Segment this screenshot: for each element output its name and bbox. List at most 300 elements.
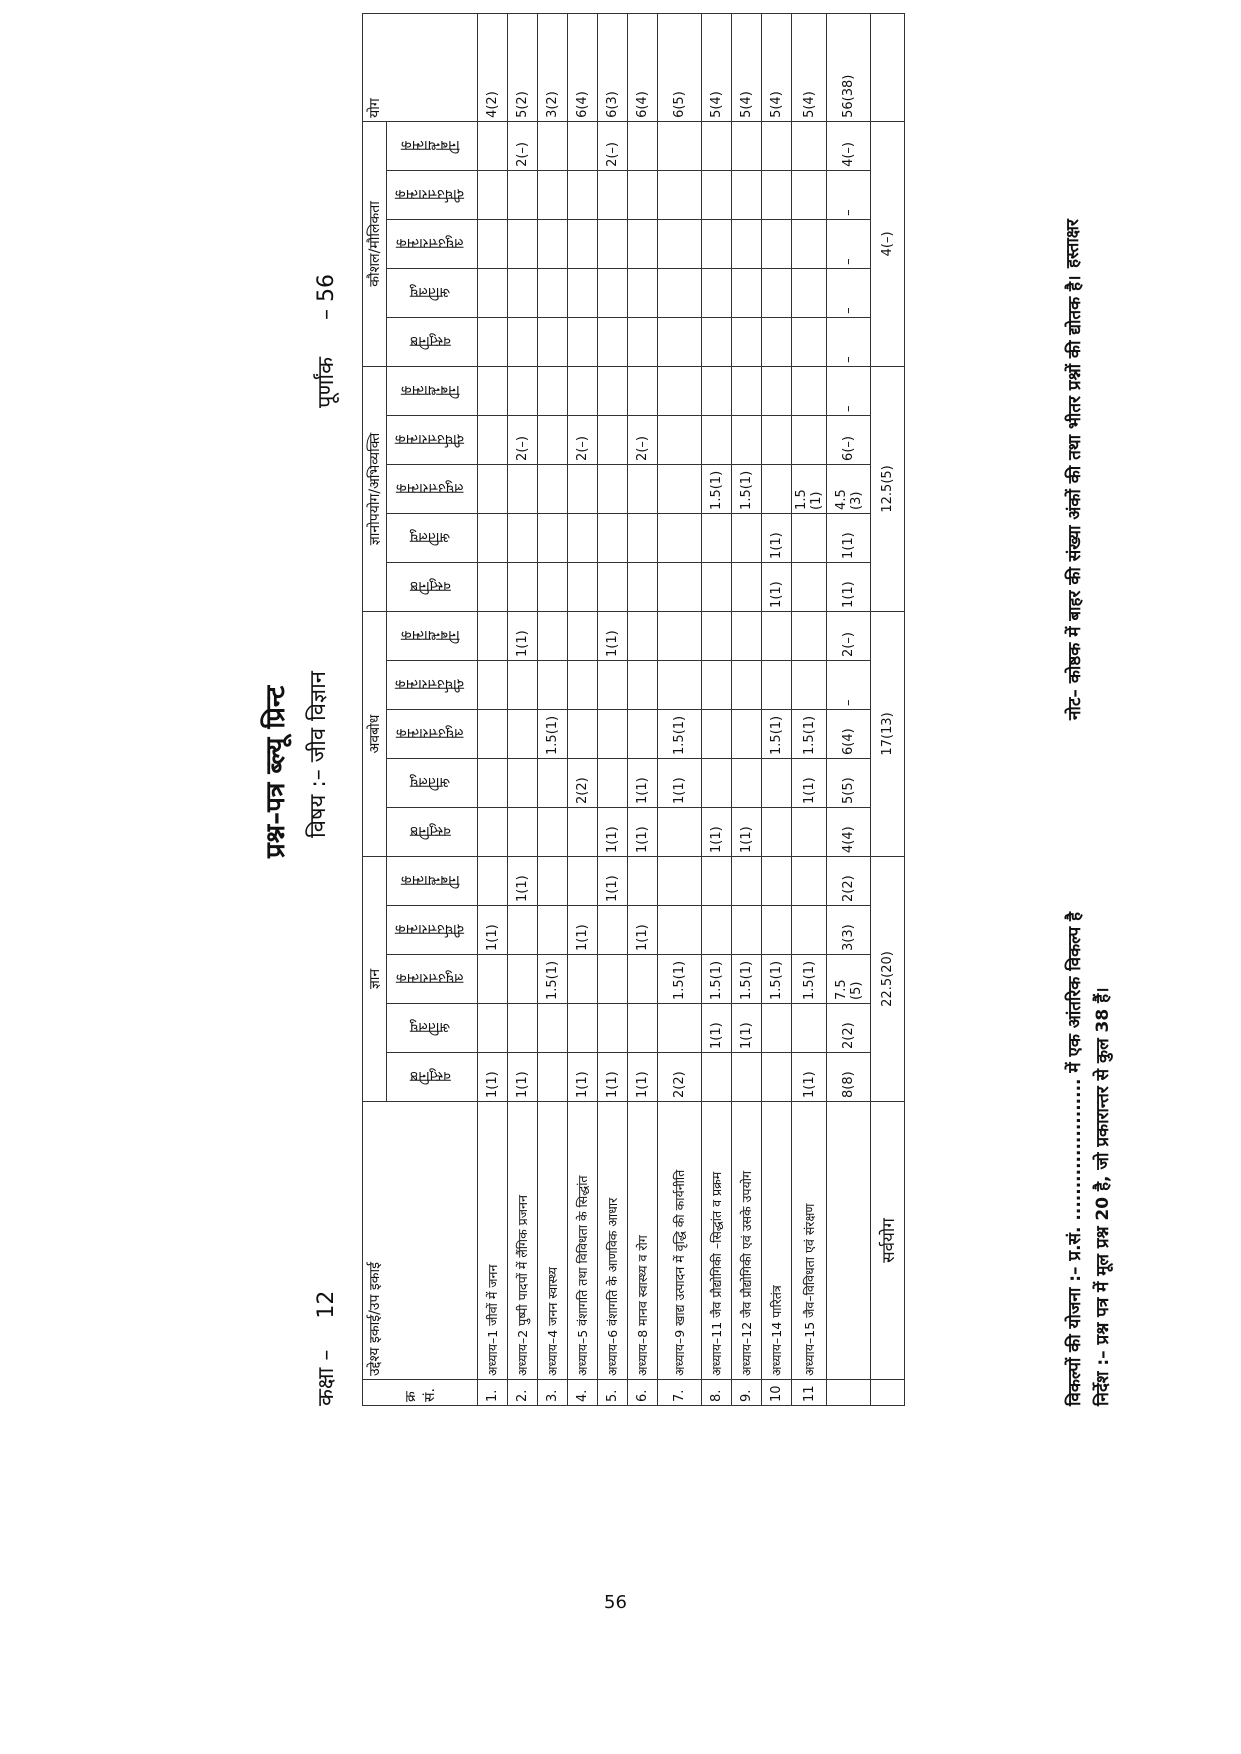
row-unit: अध्याय–4 जनन स्वास्थ्य <box>538 1102 568 1380</box>
qtype-header <box>387 219 478 268</box>
qtype-header <box>387 170 478 219</box>
qtype-header <box>387 562 478 611</box>
table-cell <box>508 513 538 562</box>
class-label: कक्षा – <box>314 1349 339 1406</box>
table-cell: 1(1) <box>598 1053 628 1102</box>
table-cell <box>568 562 598 611</box>
row-total: 4(2) <box>478 13 508 121</box>
qtype-label: अतिलघु <box>409 1019 451 1036</box>
table-cell: 8(8) <box>827 1053 871 1102</box>
table-cell <box>508 955 538 1004</box>
table-cell: 2(–) <box>598 121 628 170</box>
options-plan: विकल्पों की योजना :– प्र.सं. ...................... में एक आंतरिक विकल्प है <box>1065 911 1085 1406</box>
table-cell <box>508 906 538 955</box>
table-cell <box>478 317 508 366</box>
table-cell <box>732 268 762 317</box>
table-cell <box>508 660 538 709</box>
table-cell <box>628 660 658 709</box>
table-cell <box>538 611 568 660</box>
rotated-blueprint-sheet <box>240 0 1120 1428</box>
table-cell <box>628 317 658 366</box>
table-cell <box>658 562 702 611</box>
table-cell: – <box>827 660 871 709</box>
table-cell <box>508 562 538 611</box>
table-cell <box>568 856 598 905</box>
table-cell: 1(1) <box>508 1053 538 1102</box>
table-cell <box>732 366 762 415</box>
table-cell <box>538 366 568 415</box>
table-cell <box>628 219 658 268</box>
row-total: 56(38) <box>827 13 871 121</box>
table-cell: 1.5(1) <box>702 464 732 513</box>
table-cell: 2(–) <box>568 415 598 464</box>
table-cell <box>568 955 598 1004</box>
grand-total-value: 22.5(20) <box>871 856 905 1101</box>
table-cell <box>732 709 762 758</box>
table-cell <box>702 170 732 219</box>
table-cell <box>508 170 538 219</box>
grand-total-label: सर्वयोग <box>871 1102 905 1380</box>
table-cell <box>508 219 538 268</box>
table-cell: 1.5(1) <box>538 955 568 1004</box>
qtype-label: लघुउत्तरात्मक <box>396 970 464 987</box>
row-total: 5(2) <box>508 13 538 121</box>
qtype-label: अतिलघु <box>409 529 451 546</box>
table-row <box>538 13 568 1405</box>
table-cell <box>658 268 702 317</box>
table-cell <box>568 121 598 170</box>
table-cell <box>538 268 568 317</box>
table-row <box>732 13 762 1405</box>
table-cell <box>732 660 762 709</box>
row-sno: 3. <box>538 1380 568 1406</box>
table-cell <box>732 1053 762 1102</box>
table-cell: 1.5 (1) <box>792 464 827 513</box>
qtype-header <box>387 611 478 660</box>
table-cell <box>568 611 598 660</box>
row-unit: अध्याय–1 जीवों में जनन <box>478 1102 508 1380</box>
table-cell <box>508 1004 538 1053</box>
row-sno: 7. <box>658 1380 702 1406</box>
table-cell <box>792 611 827 660</box>
table-cell: 1(1) <box>598 856 628 905</box>
table-cell <box>478 121 508 170</box>
table-cell <box>628 121 658 170</box>
table-cell <box>538 562 568 611</box>
table-cell <box>792 562 827 611</box>
page-number: 56 <box>604 1592 627 1613</box>
table-cell <box>702 1053 732 1102</box>
table-cell: 2(–) <box>628 415 658 464</box>
table-cell <box>538 121 568 170</box>
table-row <box>658 13 702 1405</box>
row-total: 6(4) <box>628 13 658 121</box>
qtype-label: निबन्धात्मक <box>400 137 460 154</box>
table-cell: 1.5(1) <box>792 955 827 1004</box>
table-cell: 1(1) <box>732 807 762 856</box>
table-cell <box>702 709 732 758</box>
table-cell: 6(–) <box>827 415 871 464</box>
row-unit: अध्याय–11 जैव प्रौद्योगिकी –सिद्धांत व प्रक्रम <box>702 1102 732 1380</box>
table-cell <box>658 121 702 170</box>
row-unit: अध्याय–5 वंशागति तथा विविधता के सिद्धांत <box>568 1102 598 1380</box>
table-cell <box>598 170 628 219</box>
table-cell <box>658 366 702 415</box>
table-cell: 4(–) <box>827 121 871 170</box>
table-cell: 1.5(1) <box>702 955 732 1004</box>
qtype-header <box>387 856 478 905</box>
table-cell <box>792 513 827 562</box>
row-total: 5(4) <box>762 13 792 121</box>
table-cell: 1(1) <box>702 1004 732 1053</box>
qtype-header <box>387 709 478 758</box>
row-unit: अध्याय–12 जैव प्रौद्योगिकी एवं उसके उपयोग <box>732 1102 762 1380</box>
table-cell <box>538 906 568 955</box>
table-cell: 1(1) <box>628 906 658 955</box>
table-cell <box>568 317 598 366</box>
table-cell <box>478 709 508 758</box>
table-cell: 1(1) <box>827 513 871 562</box>
table-cell: 1.5(1) <box>538 709 568 758</box>
table-row <box>508 13 538 1405</box>
table-cell <box>478 611 508 660</box>
table-cell <box>598 758 628 807</box>
table-cell <box>598 1004 628 1053</box>
qtype-label: वस्तुनिष्ठ <box>409 1068 451 1085</box>
table-cell <box>792 366 827 415</box>
table-cell <box>478 268 508 317</box>
group-header-row <box>363 13 387 1405</box>
table-cell <box>732 121 762 170</box>
table-row <box>792 13 827 1405</box>
qtype-label: लघुउत्तरात्मक <box>396 235 464 252</box>
row-total: 6(4) <box>568 13 598 121</box>
table-cell: 1.5(1) <box>792 709 827 758</box>
table-cell <box>732 906 762 955</box>
table-cell <box>508 317 538 366</box>
qtype-header <box>387 121 478 170</box>
qtype-label: वस्तुनिष्ठ <box>409 823 451 840</box>
table-cell <box>702 219 732 268</box>
table-cell: 1.5(1) <box>658 709 702 758</box>
table-cell <box>538 415 568 464</box>
table-cell: 1(1) <box>478 1053 508 1102</box>
marks-value: – 56 <box>314 274 339 320</box>
table-cell: 1(1) <box>827 562 871 611</box>
table-cell <box>658 415 702 464</box>
qtype-label: दीर्घउत्तरात्मक <box>395 676 465 693</box>
table-cell <box>792 121 827 170</box>
row-total: 6(5) <box>658 13 702 121</box>
table-cell <box>628 562 658 611</box>
table-cell: 6(4) <box>827 709 871 758</box>
qtype-label: अतिलघु <box>409 284 451 301</box>
table-cell <box>568 709 598 758</box>
qtype-label: निबन्धात्मक <box>400 382 460 399</box>
table-cell <box>508 709 538 758</box>
table-cell <box>538 317 568 366</box>
table-cell <box>598 660 628 709</box>
table-cell: 1(1) <box>628 1053 658 1102</box>
table-cell <box>702 317 732 366</box>
table-cell <box>792 268 827 317</box>
table-cell <box>568 464 598 513</box>
total-marks <box>310 274 340 408</box>
qtype-label: निबन्धात्मक <box>400 627 460 644</box>
unit-header: उद्देश्य इकाई/उप इकाई <box>363 1102 478 1380</box>
table-cell: 1.5(1) <box>658 955 702 1004</box>
qtype-header <box>387 464 478 513</box>
table-cell: – <box>827 219 871 268</box>
table-cell <box>702 758 732 807</box>
table-cell <box>762 219 792 268</box>
table-cell <box>732 513 762 562</box>
table-cell <box>792 170 827 219</box>
table-cell <box>702 121 732 170</box>
qtype-label: दीर्घउत्तरात्मक <box>395 186 465 203</box>
table-cell <box>762 268 792 317</box>
table-cell: 1(1) <box>762 513 792 562</box>
table-cell <box>478 366 508 415</box>
table-cell <box>658 807 702 856</box>
table-cell: 1(1) <box>598 611 628 660</box>
table-cell <box>762 317 792 366</box>
page-title: प्रश्न–पत्र ब्ल्यू प्रिन्ट <box>261 685 291 858</box>
table-cell <box>478 1004 508 1053</box>
table-cell: 5(5) <box>827 758 871 807</box>
sno-header: क्र सं. <box>363 1380 478 1406</box>
table-cell <box>598 317 628 366</box>
table-note: नोट– कोष्ठक में बाहर की संख्या अंकों की तथा भीतर प्रश्नों की द्योतक है। <box>1065 275 1085 720</box>
table-cell <box>732 562 762 611</box>
table-cell <box>792 856 827 905</box>
table-cell <box>478 758 508 807</box>
table-cell: 1.5(1) <box>732 955 762 1004</box>
table-cell: 4.5 (3) <box>827 464 871 513</box>
table-cell <box>762 1053 792 1102</box>
total-header: योग <box>363 13 478 121</box>
row-unit: अध्याय–6 वंशागति के आणविक आधार <box>598 1102 628 1380</box>
row-total: 5(4) <box>792 13 827 121</box>
table-cell <box>538 807 568 856</box>
table-cell <box>538 1004 568 1053</box>
table-cell <box>732 611 762 660</box>
table-cell <box>568 268 598 317</box>
table-cell <box>478 660 508 709</box>
grand-total-value: 12.5(5) <box>871 366 905 611</box>
row-unit <box>827 1102 871 1380</box>
table-cell <box>538 170 568 219</box>
table-cell <box>628 1004 658 1053</box>
table-cell: 1(1) <box>628 807 658 856</box>
table-cell <box>538 219 568 268</box>
table-cell <box>568 366 598 415</box>
table-cell: 2(–) <box>508 415 538 464</box>
table-cell <box>598 709 628 758</box>
table-cell <box>702 660 732 709</box>
table-cell <box>732 317 762 366</box>
table-cell: – <box>827 170 871 219</box>
row-unit: अध्याय–14 पारितंत्र <box>762 1102 792 1380</box>
table-cell: – <box>827 366 871 415</box>
table-cell <box>568 807 598 856</box>
table-cell <box>628 513 658 562</box>
table-cell <box>478 955 508 1004</box>
qtype-label: लघुउत्तरात्मक <box>396 725 464 742</box>
row-sno: 4. <box>568 1380 598 1406</box>
table-cell: 2(2) <box>827 856 871 905</box>
row-sno: 6. <box>628 1380 658 1406</box>
table-cell: 1(1) <box>792 1053 827 1102</box>
qtype-label: दीर्घउत्तरात्मक <box>395 431 465 448</box>
table-cell: – <box>827 268 871 317</box>
table-cell <box>508 366 538 415</box>
subject: विषय :– जीव विज्ञान <box>306 671 331 838</box>
qtype-header <box>387 366 478 415</box>
table-cell <box>628 366 658 415</box>
table-cell <box>658 660 702 709</box>
table-cell <box>628 856 658 905</box>
row-unit: अध्याय–2 पुष्पी पादपों में लैंगिक प्रजनन <box>508 1102 538 1380</box>
row-sno: 8. <box>702 1380 732 1406</box>
qtype-header <box>387 1053 478 1102</box>
group-gyanopyog: ज्ञानोपयोग/अभिव्यक्ति <box>363 366 387 611</box>
table-cell <box>702 611 732 660</box>
grand-total-row <box>871 13 905 1405</box>
table-row <box>628 13 658 1405</box>
table-cell <box>478 807 508 856</box>
table-row <box>598 13 628 1405</box>
table-cell: 7.5 (5) <box>827 955 871 1004</box>
table-cell: 2(2) <box>827 1004 871 1053</box>
table-cell <box>762 121 792 170</box>
table-cell <box>792 219 827 268</box>
table-cell <box>702 906 732 955</box>
qtype-header <box>387 513 478 562</box>
table-cell <box>792 1004 827 1053</box>
row-sno: 10 <box>762 1380 792 1406</box>
table-cell: 1.5(1) <box>732 464 762 513</box>
table-cell <box>658 906 702 955</box>
table-cell <box>538 758 568 807</box>
class-label-group <box>310 1291 340 1406</box>
table-cell: 1.5(1) <box>762 709 792 758</box>
blueprint-table <box>362 13 905 1406</box>
table-cell <box>628 268 658 317</box>
table-cell <box>508 268 538 317</box>
table-cell <box>538 464 568 513</box>
table-cell: 1(1) <box>508 611 538 660</box>
qtype-label: वस्तुनिष्ठ <box>409 578 451 595</box>
table-cell <box>598 366 628 415</box>
table-cell: 2(–) <box>827 611 871 660</box>
qtype-label: वस्तुनिष्ठ <box>409 333 451 350</box>
table-cell <box>762 660 792 709</box>
table-cell: 1(1) <box>658 758 702 807</box>
table-cell: 2(2) <box>568 758 598 807</box>
table-cell <box>762 758 792 807</box>
grand-total-value: 4(–) <box>871 121 905 366</box>
table-row <box>827 13 871 1405</box>
table-cell <box>598 906 628 955</box>
qtype-header <box>387 660 478 709</box>
row-total: 5(4) <box>702 13 732 121</box>
table-cell <box>628 955 658 1004</box>
table-cell <box>478 219 508 268</box>
table-cell: 1(1) <box>628 758 658 807</box>
class-value: 12 <box>314 1290 339 1319</box>
table-cell: 1(1) <box>508 856 538 905</box>
row-sno: 11 <box>792 1380 827 1406</box>
table-cell <box>702 562 732 611</box>
table-cell: 3(3) <box>827 906 871 955</box>
table-cell <box>508 807 538 856</box>
table-cell: 1(1) <box>598 807 628 856</box>
table-row <box>702 13 732 1405</box>
table-cell <box>732 856 762 905</box>
table-cell <box>508 464 538 513</box>
table-cell <box>508 758 538 807</box>
table-row <box>762 13 792 1405</box>
instruction: निर्देश :– प्रश्न पत्र में मूल प्रश्न 20 है, जो प्रकारान्तर से कुल 38 हैं। <box>1093 987 1113 1406</box>
row-unit: अध्याय–9 खाद्य उत्पादन में वृद्धि की कार्यनीति <box>658 1102 702 1380</box>
table-cell <box>658 513 702 562</box>
table-cell <box>732 170 762 219</box>
table-cell: 1(1) <box>478 906 508 955</box>
qtype-header <box>387 758 478 807</box>
group-gyan: ज्ञान <box>363 856 387 1101</box>
table-cell <box>658 170 702 219</box>
table-cell <box>792 317 827 366</box>
row-unit: अध्याय–15 जैव–विविधता एवं संरक्षण <box>792 1102 827 1380</box>
table-cell <box>538 660 568 709</box>
qtype-label: अतिलघु <box>409 774 451 791</box>
empty-cell <box>871 13 905 121</box>
table-cell <box>762 906 792 955</box>
qtype-header <box>387 955 478 1004</box>
table-cell <box>568 1004 598 1053</box>
row-sno: 5. <box>598 1380 628 1406</box>
row-sno: 2. <box>508 1380 538 1406</box>
qtype-header <box>387 1004 478 1053</box>
table-cell <box>658 1004 702 1053</box>
qtype-header <box>387 415 478 464</box>
table-cell <box>702 856 732 905</box>
table-cell <box>628 464 658 513</box>
table-cell <box>702 415 732 464</box>
table-cell <box>478 464 508 513</box>
table-cell <box>598 955 628 1004</box>
qtype-header <box>387 268 478 317</box>
table-cell: 1(1) <box>702 807 732 856</box>
table-row <box>568 13 598 1405</box>
marks-label: पूर्णांक <box>314 357 339 408</box>
group-kaushal: कौशल/मौलिकता <box>363 121 387 366</box>
table-cell: 1.5(1) <box>762 955 792 1004</box>
table-cell <box>598 219 628 268</box>
table-cell: 2(2) <box>658 1053 702 1102</box>
row-total: 3(2) <box>538 13 568 121</box>
qtype-label: लघुउत्तरात्मक <box>396 480 464 497</box>
table-cell <box>762 611 792 660</box>
table-cell: 4(4) <box>827 807 871 856</box>
table-cell <box>658 219 702 268</box>
row-sno: 1. <box>478 1380 508 1406</box>
table-cell <box>478 513 508 562</box>
table-cell <box>732 758 762 807</box>
table-cell <box>628 170 658 219</box>
table-cell <box>702 366 732 415</box>
